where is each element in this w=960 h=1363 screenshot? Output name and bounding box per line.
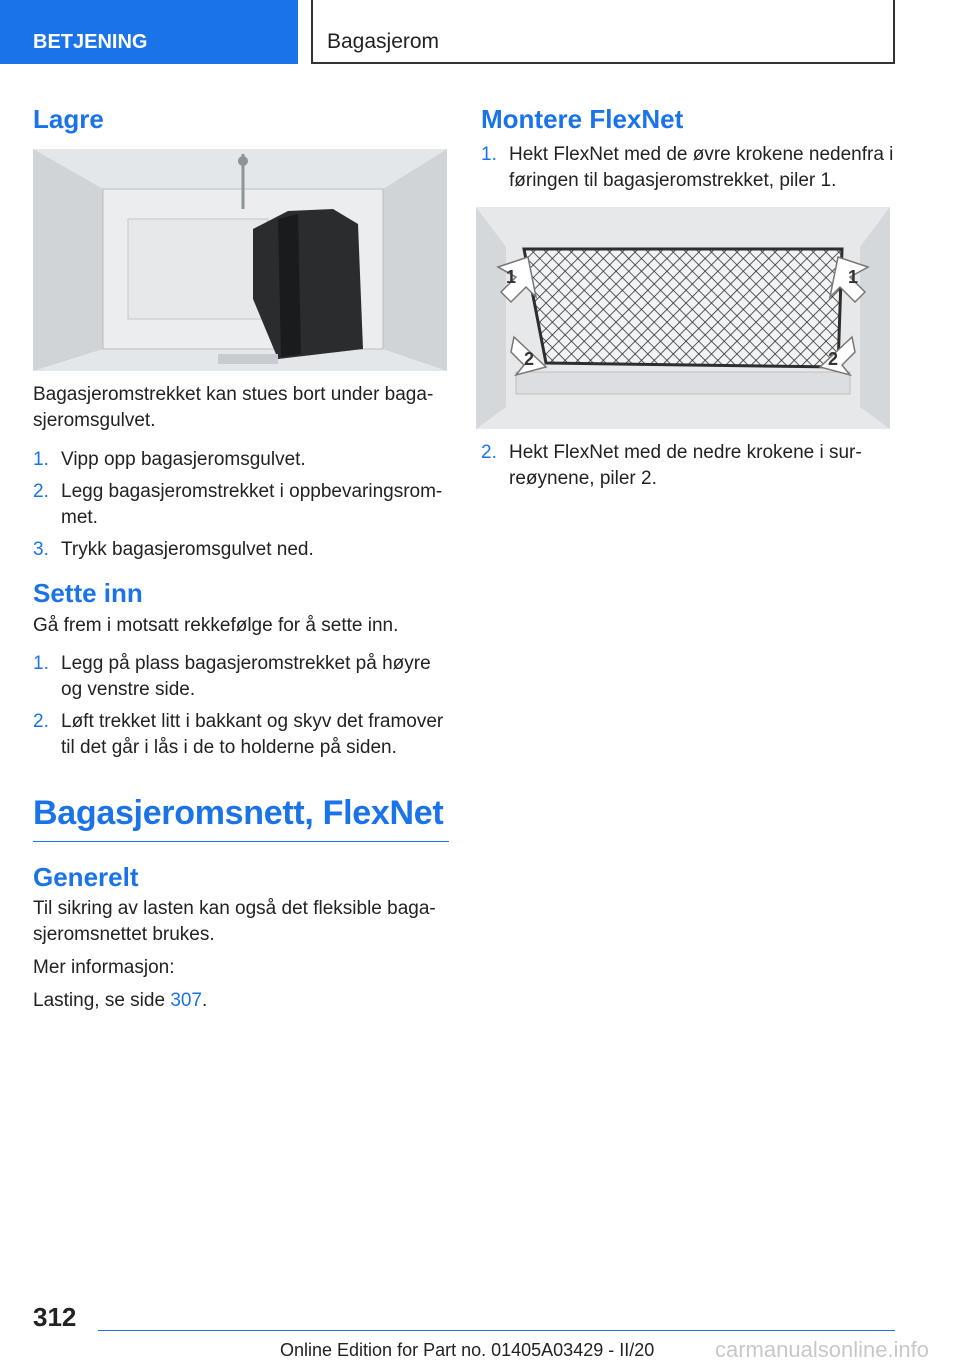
step-number: 2.: [481, 442, 497, 463]
step-number: 1.: [481, 144, 497, 165]
list-item: [33, 651, 449, 703]
step-number: 3.: [33, 539, 49, 560]
watermark: carmanualsonline.info: [715, 1337, 930, 1362]
page-number: 312: [33, 1302, 77, 1332]
step-number: 2.: [33, 481, 49, 502]
sette-heading: Sette inn: [33, 578, 143, 608]
list-item: [481, 440, 897, 492]
page-link[interactable]: 307: [170, 990, 203, 1011]
flexnet-image: [476, 207, 890, 429]
step-text: Legg på plass bagasjeromstrekket på høyre og venstre side.: [61, 653, 431, 700]
step-number: 2.: [33, 711, 49, 732]
flexnet-heading: Bagasjeromsnett, FlexNet: [33, 791, 449, 842]
flexnet-illustration: [476, 207, 890, 429]
lasting-suffix: .: [202, 990, 208, 1011]
generelt-heading: Generelt: [33, 862, 139, 892]
lagre-heading: Lagre: [33, 104, 104, 134]
sette-text: Gå frem i motsatt rekkefølge for å sette inn.: [33, 615, 399, 636]
list-item: [33, 537, 449, 563]
arrow-label: 2: [524, 349, 535, 369]
sette-steps: [33, 651, 449, 761]
step-number: 1.: [33, 653, 49, 674]
list-item: [33, 479, 449, 531]
footer-divider: [98, 1330, 895, 1331]
mer-info-text: Mer informasjon:: [33, 957, 175, 978]
generelt-text: Til sikring av lasten kan også det fleksible baga-sjeromsnettet brukes.: [33, 898, 436, 945]
left-column: [33, 96, 449, 1014]
step-text: Vipp opp bagasjeromsgulvet.: [61, 449, 306, 470]
step-text: Hekt FlexNet med de øvre krokene nedenfra i føringen til bagasjeromstrekket, piler 1.: [509, 144, 894, 191]
lasting-prefix: Lasting, se side: [33, 990, 171, 1011]
list-item: [481, 142, 897, 194]
arrow-label: 1: [506, 267, 517, 287]
arrow-label: 1: [848, 267, 859, 287]
section-label: BETJENING: [33, 31, 148, 53]
lasting-ref: [33, 988, 449, 1014]
section-tab: [0, 0, 298, 64]
montere-heading: Montere FlexNet: [481, 104, 684, 134]
trunk-storage-image: [33, 149, 447, 371]
step-text: Løft trekket litt i bakkant og skyv det framover til det går i lås i de to holderne på siden.: [61, 711, 444, 758]
step-text: Trykk bagasjeromsgulvet ned.: [61, 539, 314, 560]
step-text: Legg bagasjeromstrekket i oppbevaringsrom-met.: [61, 481, 443, 528]
step-text: Hekt FlexNet med de nedre krokene i sur-reøynene, piler 2.: [509, 442, 862, 489]
trunk-storage-illustration: [33, 149, 447, 371]
edition-text: Online Edition for Part no. 01405A03429 - II/20: [280, 1340, 655, 1360]
step-number: 1.: [33, 449, 49, 470]
montere-step-1: [481, 142, 897, 194]
lagre-steps: [33, 447, 449, 563]
page-header: [311, 0, 895, 64]
list-item: [33, 709, 449, 761]
right-column: [481, 96, 897, 498]
arrow-label: 2: [828, 349, 839, 369]
list-item: [33, 447, 449, 473]
lagre-text: Bagasjeromstrekket kan stues bort under baga-sjeromsgulvet.: [33, 384, 434, 431]
montere-step-2: [481, 440, 897, 492]
page-title: Bagasjerom: [327, 30, 440, 53]
